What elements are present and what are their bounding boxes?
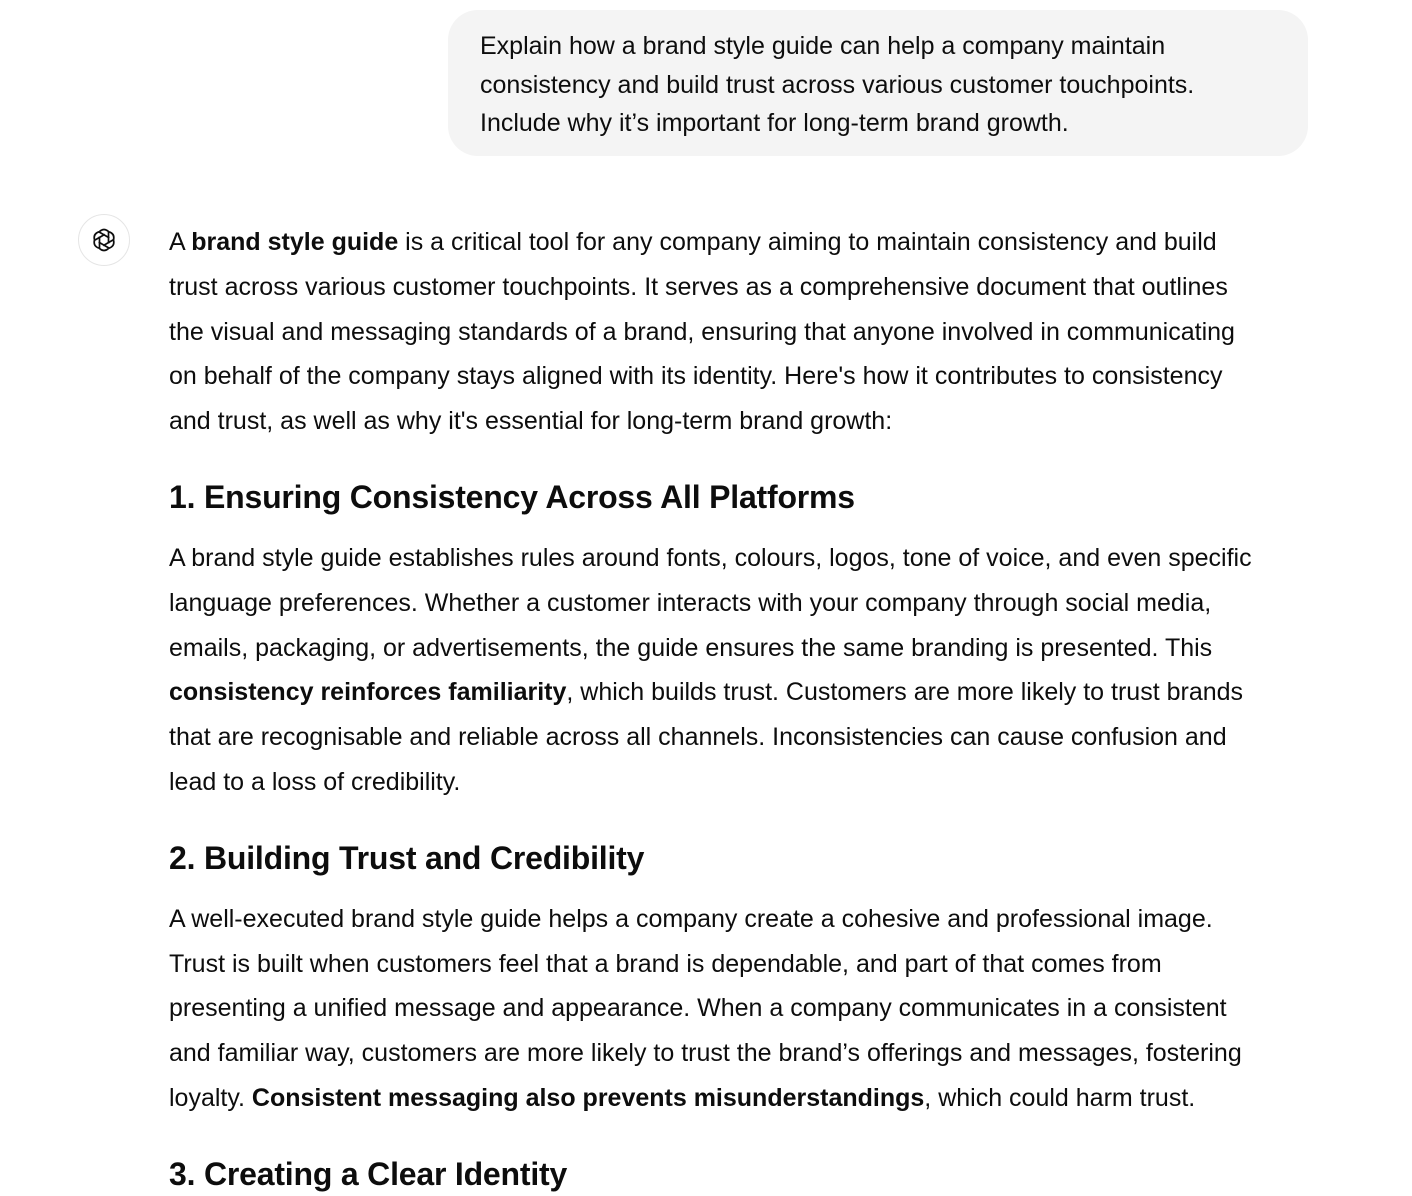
section-heading: 1. Ensuring Consistency Across All Platforms bbox=[169, 478, 855, 515]
text-line: and trust, as well as why it's essential for long-term brand growth: bbox=[169, 407, 893, 436]
assistant-avatar bbox=[78, 214, 130, 266]
user-message-bubble bbox=[448, 10, 1308, 156]
text-line: presenting a unified message and appearance. When a company communicates in a consistent bbox=[169, 994, 1227, 1023]
text-line: emails, packaging, or advertisements, the guide ensures the same branding is presented. This bbox=[169, 633, 1213, 662]
bold-text: Consistent messaging also prevents misunderstandings bbox=[251, 1083, 925, 1112]
bold-text: consistency reinforces familiarity bbox=[169, 678, 567, 707]
text-line: A well-executed brand style guide helps a company create a cohesive and professional image. bbox=[169, 904, 1213, 933]
text-line: language preferences. Whether a customer interacts with your company through social media, bbox=[169, 588, 1212, 617]
text-line: trust across various customer touchpoints. It serves as a comprehensive document that outlines bbox=[169, 272, 1228, 301]
text-line bbox=[169, 670, 1329, 715]
text-line bbox=[169, 220, 1329, 265]
text-span: is a critical tool for any company aiming to maintain consistency and build bbox=[398, 228, 1217, 256]
text-line: and familiar way, customers are more likely to trust the brand’s offerings and messages, fostering bbox=[169, 1039, 1242, 1068]
section-paragraph bbox=[169, 536, 1329, 805]
text-line: Trust is built when customers feel that a brand is dependable, and part of that comes from bbox=[169, 949, 1162, 978]
text-line: on behalf of the company stays aligned with its identity. Here's how it contributes to consistency bbox=[169, 362, 1223, 391]
text-line: the visual and messaging standards of a brand, ensuring that anyone involved in communicating bbox=[169, 317, 1235, 346]
section-heading: 3. Creating a Clear Identity bbox=[169, 1155, 568, 1192]
text-span: , which builds trust. Customers are more likely to trust brands bbox=[566, 678, 1244, 707]
text-span: A bbox=[169, 228, 192, 256]
intro-paragraph bbox=[169, 220, 1329, 444]
user-message-line: Explain how a brand style guide can help a company maintain bbox=[480, 32, 1166, 60]
user-message-line: consistency and build trust across various customer touchpoints. bbox=[480, 70, 1195, 99]
section-paragraph bbox=[169, 897, 1329, 1121]
text-line bbox=[169, 1076, 1329, 1121]
section-heading: 2. Building Trust and Credibility bbox=[169, 839, 645, 876]
text-span: loyalty. bbox=[169, 1083, 252, 1112]
user-message-line: Include why it’s important for long-term brand growth. bbox=[480, 109, 1069, 137]
assistant-response bbox=[169, 220, 1329, 1194]
openai-logo-icon bbox=[88, 224, 120, 256]
text-line: that are recognisable and reliable across all channels. Inconsistencies can cause confusion and bbox=[169, 723, 1227, 752]
text-line: A brand style guide establishes rules around fonts, colours, logos, tone of voice, and even specific bbox=[169, 543, 1252, 572]
bold-text: brand style guide bbox=[191, 228, 399, 256]
text-span: , which could harm trust. bbox=[924, 1083, 1196, 1112]
text-line: lead to a loss of credibility. bbox=[169, 767, 461, 796]
